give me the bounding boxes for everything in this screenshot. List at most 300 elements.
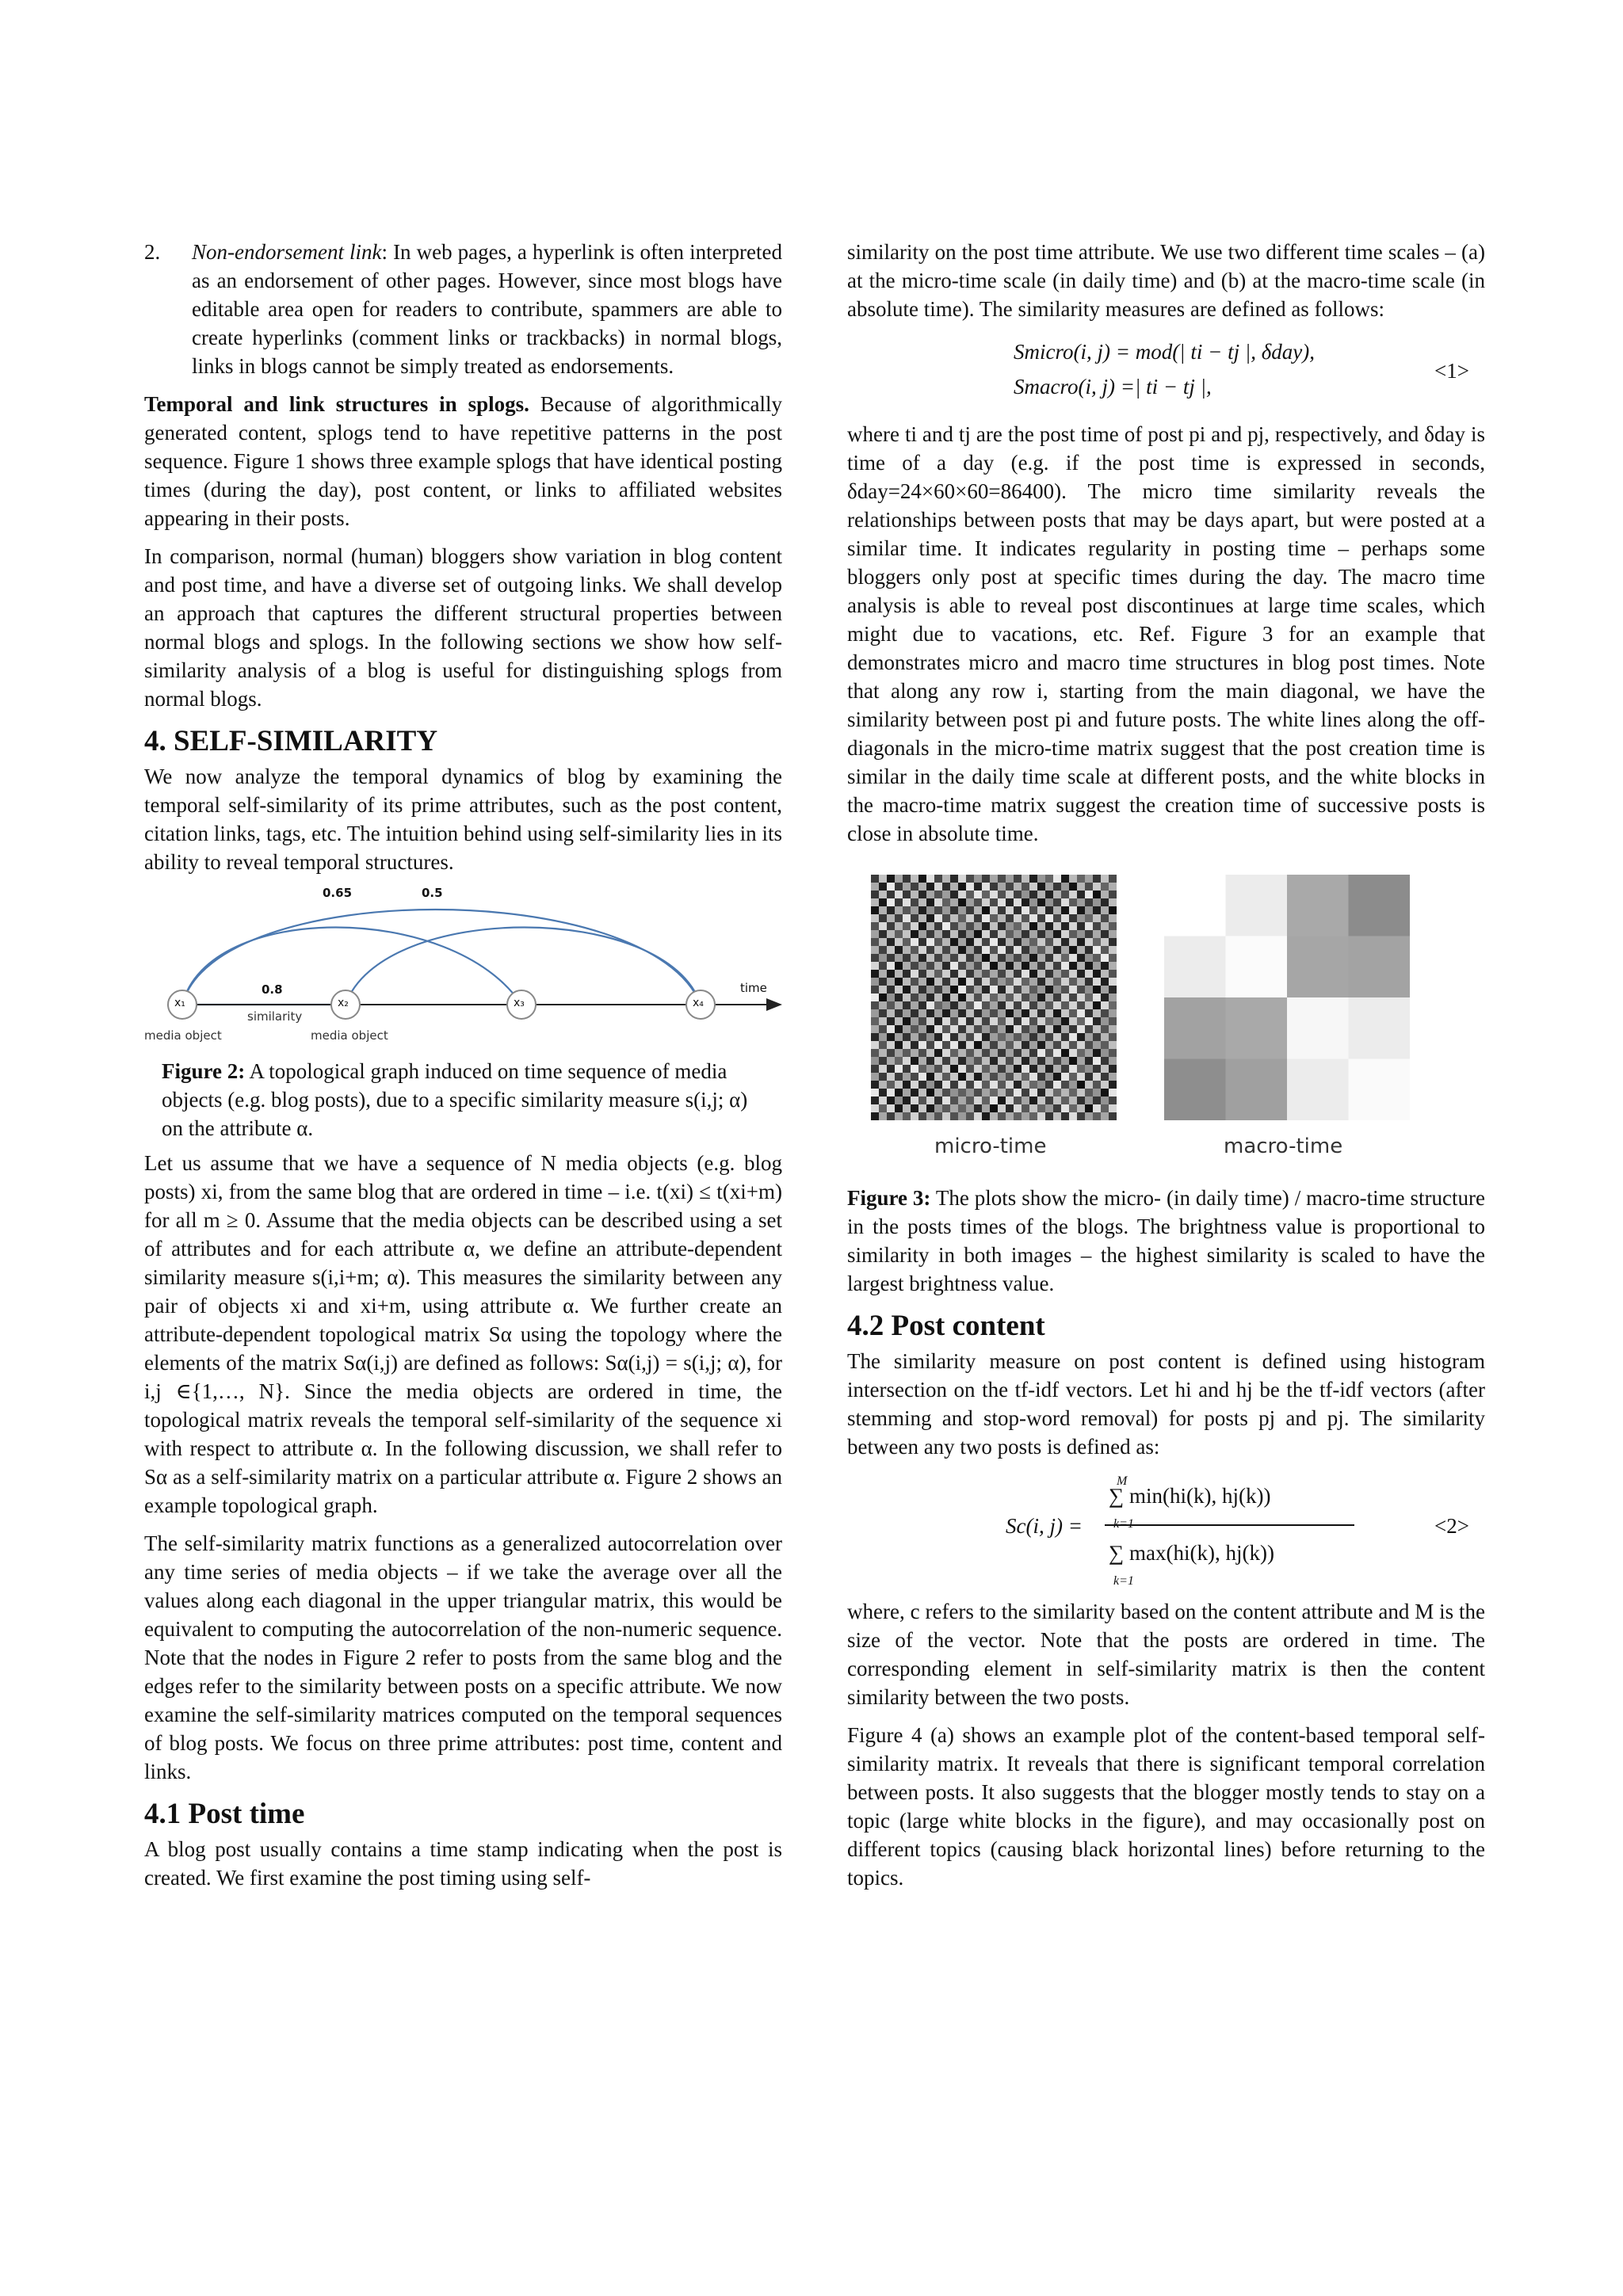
micro-cell bbox=[1037, 1033, 1046, 1042]
micro-cell bbox=[942, 1081, 951, 1089]
micro-cell bbox=[1053, 1097, 1062, 1105]
micro-cell bbox=[950, 1057, 959, 1066]
micro-cell bbox=[1037, 1089, 1046, 1097]
micro-cell bbox=[1029, 922, 1038, 931]
micro-cell bbox=[934, 1025, 943, 1034]
micro-cell bbox=[1085, 1057, 1094, 1066]
micro-cell bbox=[990, 1073, 999, 1081]
micro-cell bbox=[926, 1081, 935, 1089]
micro-cell bbox=[958, 962, 967, 971]
micro-cell bbox=[1109, 1017, 1117, 1026]
micro-cell bbox=[1029, 891, 1038, 899]
micro-cell bbox=[942, 898, 951, 907]
micro-cell bbox=[934, 1009, 943, 1018]
micro-cell bbox=[942, 962, 951, 971]
micro-cell bbox=[911, 1057, 919, 1066]
micro-cell bbox=[895, 1001, 903, 1010]
list-item-non-endorsement bbox=[144, 238, 782, 380]
micro-cell bbox=[1069, 1025, 1078, 1034]
micro-cell bbox=[1061, 906, 1070, 915]
micro-cell bbox=[974, 1017, 983, 1026]
micro-cell bbox=[1037, 883, 1046, 891]
micro-cell bbox=[895, 930, 903, 939]
micro-cell bbox=[950, 994, 959, 1002]
micro-cell bbox=[879, 906, 888, 915]
micro-cell bbox=[990, 1112, 999, 1120]
micro-cell bbox=[911, 1009, 919, 1018]
micro-cell bbox=[950, 946, 959, 955]
micro-cell bbox=[1109, 906, 1117, 915]
micro-cell bbox=[942, 970, 951, 978]
equation-1 bbox=[847, 333, 1485, 412]
micro-cell bbox=[903, 1001, 911, 1010]
micro-cell bbox=[1093, 1104, 1102, 1113]
micro-cell bbox=[918, 891, 927, 899]
paragraph-temporal-structures: Temporal and link structures in splogs. Because of algorithmically generated content, splogs tend to have repetitive patterns in the post sequence. Figure 1 shows three example splogs that have identical posting times (during the day), post content, or links to affiliated websites appearing in their posts. bbox=[144, 392, 782, 530]
equation-2-number: <2> bbox=[1434, 1514, 1469, 1538]
micro-cell bbox=[895, 1009, 903, 1018]
micro-cell bbox=[926, 1025, 935, 1034]
micro-cell bbox=[1085, 1073, 1094, 1081]
micro-cell bbox=[1093, 914, 1102, 923]
micro-cell bbox=[942, 1112, 951, 1120]
micro-cell bbox=[1069, 922, 1078, 931]
micro-cell bbox=[1085, 1041, 1094, 1050]
micro-cell bbox=[1093, 1033, 1102, 1042]
micro-cell bbox=[998, 922, 1006, 931]
micro-cell bbox=[982, 938, 991, 947]
micro-cell bbox=[1053, 954, 1062, 963]
micro-cell bbox=[879, 1025, 888, 1034]
micro-cell bbox=[950, 1065, 959, 1074]
micro-cell bbox=[879, 898, 888, 907]
micro-cell bbox=[1069, 1112, 1078, 1120]
micro-cell bbox=[871, 898, 880, 907]
micro-cell bbox=[934, 1097, 943, 1105]
micro-cell bbox=[1101, 1081, 1109, 1089]
micro-cell bbox=[950, 1097, 959, 1105]
micro-cell bbox=[998, 914, 1006, 923]
micro-cell bbox=[982, 1025, 991, 1034]
micro-cell bbox=[998, 1009, 1006, 1018]
micro-cell bbox=[1069, 1001, 1078, 1010]
micro-cell bbox=[1014, 891, 1022, 899]
micro-cell bbox=[958, 1017, 967, 1026]
micro-cell bbox=[934, 970, 943, 978]
micro-cell bbox=[1077, 1025, 1086, 1034]
equation-2-denominator: ∑ max(hi(k), hj(k)) bbox=[1109, 1541, 1274, 1565]
micro-cell bbox=[1029, 954, 1038, 963]
micro-cell bbox=[1109, 994, 1117, 1002]
micro-cell bbox=[1085, 883, 1094, 891]
micro-cell bbox=[918, 914, 927, 923]
micro-cell bbox=[918, 1041, 927, 1050]
micro-cell bbox=[1045, 906, 1054, 915]
micro-cell bbox=[887, 1089, 896, 1097]
micro-cell bbox=[871, 922, 880, 931]
micro-cell bbox=[974, 970, 983, 978]
micro-cell bbox=[879, 891, 888, 899]
micro-cell bbox=[1045, 914, 1054, 923]
macro-cell bbox=[1287, 936, 1349, 998]
micro-cell bbox=[934, 1017, 943, 1026]
micro-cell bbox=[871, 1089, 880, 1097]
micro-cell bbox=[1101, 954, 1109, 963]
micro-cell bbox=[1077, 962, 1086, 971]
micro-cell bbox=[887, 970, 896, 978]
micro-cell bbox=[926, 898, 935, 907]
micro-cell bbox=[895, 978, 903, 986]
micro-cell bbox=[887, 994, 896, 1002]
micro-cell bbox=[1109, 930, 1117, 939]
micro-cell bbox=[966, 891, 975, 899]
micro-cell bbox=[1077, 1104, 1086, 1113]
micro-cell bbox=[911, 1089, 919, 1097]
micro-cell bbox=[958, 1089, 967, 1097]
micro-cell bbox=[879, 1017, 888, 1026]
micro-cell bbox=[918, 898, 927, 907]
micro-cell bbox=[1077, 978, 1086, 986]
micro-cell bbox=[887, 954, 896, 963]
micro-cell bbox=[1101, 1104, 1109, 1113]
micro-cell bbox=[918, 1065, 927, 1074]
micro-cell bbox=[926, 891, 935, 899]
micro-cell bbox=[871, 1009, 880, 1018]
micro-cell bbox=[918, 1104, 927, 1113]
micro-cell bbox=[879, 1041, 888, 1050]
micro-cell bbox=[903, 1089, 911, 1097]
micro-cell bbox=[1029, 1033, 1038, 1042]
micro-cell bbox=[974, 1057, 983, 1066]
micro-cell bbox=[1029, 1001, 1038, 1010]
micro-cell bbox=[918, 1017, 927, 1026]
micro-cell bbox=[1037, 986, 1046, 994]
micro-cell bbox=[1093, 1065, 1102, 1074]
micro-cell bbox=[1101, 1112, 1109, 1120]
micro-cell bbox=[1053, 938, 1062, 947]
micro-cell bbox=[934, 1049, 943, 1058]
micro-cell bbox=[974, 930, 983, 939]
micro-cell bbox=[879, 1073, 888, 1081]
micro-cell bbox=[926, 1097, 935, 1105]
micro-cell bbox=[1014, 1001, 1022, 1010]
micro-cell bbox=[911, 954, 919, 963]
micro-cell bbox=[1101, 898, 1109, 907]
micro-cell bbox=[879, 970, 888, 978]
micro-cell bbox=[966, 922, 975, 931]
micro-cell bbox=[926, 1033, 935, 1042]
micro-cell bbox=[879, 962, 888, 971]
micro-cell bbox=[1077, 1001, 1086, 1010]
micro-cell bbox=[1045, 994, 1054, 1002]
micro-cell bbox=[1053, 906, 1062, 915]
micro-cell bbox=[903, 883, 911, 891]
micro-cell bbox=[903, 1097, 911, 1105]
micro-cell bbox=[1006, 994, 1014, 1002]
micro-cell bbox=[879, 954, 888, 963]
micro-cell bbox=[871, 954, 880, 963]
micro-cell bbox=[1093, 898, 1102, 907]
micro-cell bbox=[918, 946, 927, 955]
micro-cell bbox=[982, 1033, 991, 1042]
micro-cell bbox=[942, 875, 951, 883]
micro-cell bbox=[879, 978, 888, 986]
micro-cell bbox=[871, 1073, 880, 1081]
micro-cell bbox=[1069, 978, 1078, 986]
micro-cell bbox=[1022, 1081, 1030, 1089]
micro-cell bbox=[966, 1009, 975, 1018]
micro-cell bbox=[1069, 994, 1078, 1002]
micro-cell bbox=[1093, 962, 1102, 971]
micro-cell bbox=[1077, 946, 1086, 955]
micro-cell bbox=[982, 1073, 991, 1081]
micro-cell bbox=[1045, 962, 1054, 971]
micro-cell bbox=[1006, 946, 1014, 955]
micro-cell bbox=[1014, 1065, 1022, 1074]
micro-cell bbox=[1014, 1017, 1022, 1026]
micro-cell bbox=[1053, 914, 1062, 923]
micro-cell bbox=[926, 938, 935, 947]
micro-cell bbox=[990, 1001, 999, 1010]
micro-cell bbox=[1006, 1041, 1014, 1050]
macro-cell bbox=[1349, 936, 1411, 998]
micro-cell bbox=[950, 875, 959, 883]
micro-cell bbox=[1061, 1041, 1070, 1050]
micro-cell bbox=[942, 938, 951, 947]
micro-cell bbox=[1085, 986, 1094, 994]
micro-cell bbox=[966, 938, 975, 947]
micro-cell bbox=[998, 1033, 1006, 1042]
micro-cell bbox=[982, 875, 991, 883]
micro-cell bbox=[966, 898, 975, 907]
micro-cell bbox=[871, 906, 880, 915]
micro-cell bbox=[974, 954, 983, 963]
micro-cell bbox=[1014, 883, 1022, 891]
micro-cell bbox=[911, 962, 919, 971]
micro-cell bbox=[1085, 954, 1094, 963]
micro-cell bbox=[871, 1097, 880, 1105]
micro-cell bbox=[903, 938, 911, 947]
micro-cell bbox=[926, 875, 935, 883]
micro-cell bbox=[934, 962, 943, 971]
micro-cell bbox=[871, 946, 880, 955]
micro-cell bbox=[879, 946, 888, 955]
micro-cell bbox=[958, 914, 967, 923]
micro-cell bbox=[918, 1025, 927, 1034]
micro-cell bbox=[942, 1065, 951, 1074]
paragraph-post-content: The similarity measure on post content is defined using histogram intersection on the tf-idf vectors. Let hi and hj be the tf-idf vectors (after stemming and stop-word removal) for posts pj and pj. The similarity between any two posts is defined as: bbox=[847, 1349, 1485, 1459]
micro-cell bbox=[966, 914, 975, 923]
micro-cell bbox=[1109, 1033, 1117, 1042]
micro-cell bbox=[1045, 1017, 1054, 1026]
micro-cell bbox=[1022, 1097, 1030, 1105]
micro-cell bbox=[1006, 891, 1014, 899]
micro-cell bbox=[1061, 954, 1070, 963]
micro-cell bbox=[871, 1104, 880, 1113]
micro-cell bbox=[1029, 1065, 1038, 1074]
micro-cell bbox=[1053, 1033, 1062, 1042]
micro-cell bbox=[950, 1017, 959, 1026]
micro-cell bbox=[982, 1049, 991, 1058]
micro-cell bbox=[1053, 883, 1062, 891]
micro-cell bbox=[887, 938, 896, 947]
micro-cell bbox=[1061, 922, 1070, 931]
micro-cell bbox=[1006, 1017, 1014, 1026]
micro-cell bbox=[1037, 875, 1046, 883]
micro-cell bbox=[942, 1049, 951, 1058]
micro-cell bbox=[879, 986, 888, 994]
micro-cell bbox=[918, 1001, 927, 1010]
micro-cell bbox=[1109, 883, 1117, 891]
micro-cell bbox=[879, 1081, 888, 1089]
macro-cell bbox=[1226, 997, 1288, 1059]
micro-cell bbox=[1069, 1009, 1078, 1018]
micro-cell bbox=[1053, 1041, 1062, 1050]
micro-cell bbox=[1006, 970, 1014, 978]
micro-cell bbox=[918, 1112, 927, 1120]
micro-cell bbox=[926, 1104, 935, 1113]
micro-cell bbox=[942, 1033, 951, 1042]
micro-cell bbox=[887, 914, 896, 923]
micro-cell bbox=[1053, 1065, 1062, 1074]
micro-cell bbox=[1006, 1025, 1014, 1034]
micro-cell bbox=[1085, 914, 1094, 923]
micro-cell bbox=[934, 1065, 943, 1074]
micro-cell bbox=[1006, 1112, 1014, 1120]
micro-cell bbox=[1077, 1009, 1086, 1018]
micro-cell bbox=[966, 1104, 975, 1113]
micro-cell bbox=[871, 1081, 880, 1089]
micro-cell bbox=[887, 891, 896, 899]
micro-cell bbox=[990, 1081, 999, 1089]
micro-cell bbox=[1037, 922, 1046, 931]
micro-cell bbox=[974, 1025, 983, 1034]
micro-cell bbox=[1109, 1081, 1117, 1089]
micro-cell bbox=[1014, 978, 1022, 986]
micro-cell bbox=[1029, 1017, 1038, 1026]
micro-cell bbox=[887, 1097, 896, 1105]
micro-cell bbox=[990, 946, 999, 955]
micro-cell bbox=[1069, 883, 1078, 891]
micro-cell bbox=[942, 1001, 951, 1010]
micro-cell bbox=[998, 1073, 1006, 1081]
micro-cell bbox=[1061, 1001, 1070, 1010]
micro-cell bbox=[911, 938, 919, 947]
micro-cell bbox=[1022, 1049, 1030, 1058]
micro-cell bbox=[982, 1009, 991, 1018]
micro-cell bbox=[974, 1065, 983, 1074]
micro-cell bbox=[1101, 1041, 1109, 1050]
micro-cell bbox=[918, 962, 927, 971]
micro-cell bbox=[966, 1001, 975, 1010]
weight-label-c: 0.8 bbox=[262, 982, 283, 997]
micro-cell bbox=[942, 1009, 951, 1018]
micro-cell bbox=[998, 1089, 1006, 1097]
micro-cell bbox=[1006, 883, 1014, 891]
micro-cell bbox=[887, 1017, 896, 1026]
micro-cell bbox=[918, 1081, 927, 1089]
micro-cell bbox=[1085, 938, 1094, 947]
micro-cell bbox=[1085, 1017, 1094, 1026]
micro-cell bbox=[871, 978, 880, 986]
micro-cell bbox=[1014, 1033, 1022, 1042]
micro-cell bbox=[1006, 978, 1014, 986]
micro-cell bbox=[1022, 1104, 1030, 1113]
micro-cell bbox=[1069, 954, 1078, 963]
micro-cell bbox=[903, 986, 911, 994]
micro-cell bbox=[918, 954, 927, 963]
micro-cell bbox=[1061, 1025, 1070, 1034]
micro-cell bbox=[1022, 1017, 1030, 1026]
paragraph-post-time: A blog post usually contains a time stamp indicating when the post is created. We first examine the post timing using self- bbox=[144, 1837, 782, 1890]
edge-x1-x4 bbox=[182, 910, 701, 1005]
micro-cell bbox=[990, 922, 999, 931]
micro-cell bbox=[950, 898, 959, 907]
paragraph-self-similarity: We now analyze the temporal dynamics of blog by examining the temporal self-similarity of its prime attributes, such as the post content, citation links, tags, etc. The intuition behind using self-similarity lies in its ability to reveal temporal structures. bbox=[144, 765, 782, 874]
time-arrow-icon bbox=[766, 998, 782, 1011]
micro-cell bbox=[966, 1089, 975, 1097]
micro-cell bbox=[1069, 938, 1078, 947]
micro-cell bbox=[966, 883, 975, 891]
micro-cell bbox=[1085, 970, 1094, 978]
micro-cell bbox=[887, 946, 896, 955]
micro-cell bbox=[1061, 1097, 1070, 1105]
micro-cell bbox=[1022, 962, 1030, 971]
micro-cell bbox=[887, 1081, 896, 1089]
micro-cell bbox=[998, 954, 1006, 963]
micro-cell bbox=[926, 883, 935, 891]
micro-cell bbox=[1045, 978, 1054, 986]
micro-cell bbox=[1109, 875, 1117, 883]
micro-cell bbox=[974, 1073, 983, 1081]
micro-cell bbox=[998, 1001, 1006, 1010]
micro-cell bbox=[1037, 954, 1046, 963]
micro-cell bbox=[903, 875, 911, 883]
micro-cell bbox=[942, 986, 951, 994]
micro-cell bbox=[982, 978, 991, 986]
similarity-label: similarity bbox=[247, 1009, 303, 1024]
micro-cell bbox=[911, 914, 919, 923]
micro-cell bbox=[1014, 994, 1022, 1002]
micro-cell bbox=[950, 1089, 959, 1097]
micro-cell bbox=[950, 1033, 959, 1042]
micro-cell bbox=[903, 1025, 911, 1034]
list-number: 2. bbox=[144, 240, 161, 264]
micro-cell bbox=[895, 1073, 903, 1081]
micro-cell bbox=[895, 938, 903, 947]
micro-cell bbox=[1109, 954, 1117, 963]
micro-cell bbox=[942, 930, 951, 939]
micro-cell bbox=[942, 906, 951, 915]
micro-cell bbox=[911, 978, 919, 986]
equation-2 bbox=[847, 1470, 1485, 1589]
micro-cell bbox=[966, 906, 975, 915]
micro-cell bbox=[1022, 986, 1030, 994]
micro-cell bbox=[974, 1112, 983, 1120]
micro-cell bbox=[982, 1081, 991, 1089]
micro-cell bbox=[1069, 1041, 1078, 1050]
micro-cell bbox=[895, 1112, 903, 1120]
micro-cell bbox=[1006, 1057, 1014, 1066]
micro-cell bbox=[1101, 1033, 1109, 1042]
micro-cell bbox=[1006, 1073, 1014, 1081]
micro-cell bbox=[1109, 1025, 1117, 1034]
micro-cell bbox=[918, 1073, 927, 1081]
micro-cell bbox=[1069, 1104, 1078, 1113]
micro-cell bbox=[1053, 994, 1062, 1002]
micro-cell bbox=[1053, 1112, 1062, 1120]
micro-cell bbox=[1093, 930, 1102, 939]
